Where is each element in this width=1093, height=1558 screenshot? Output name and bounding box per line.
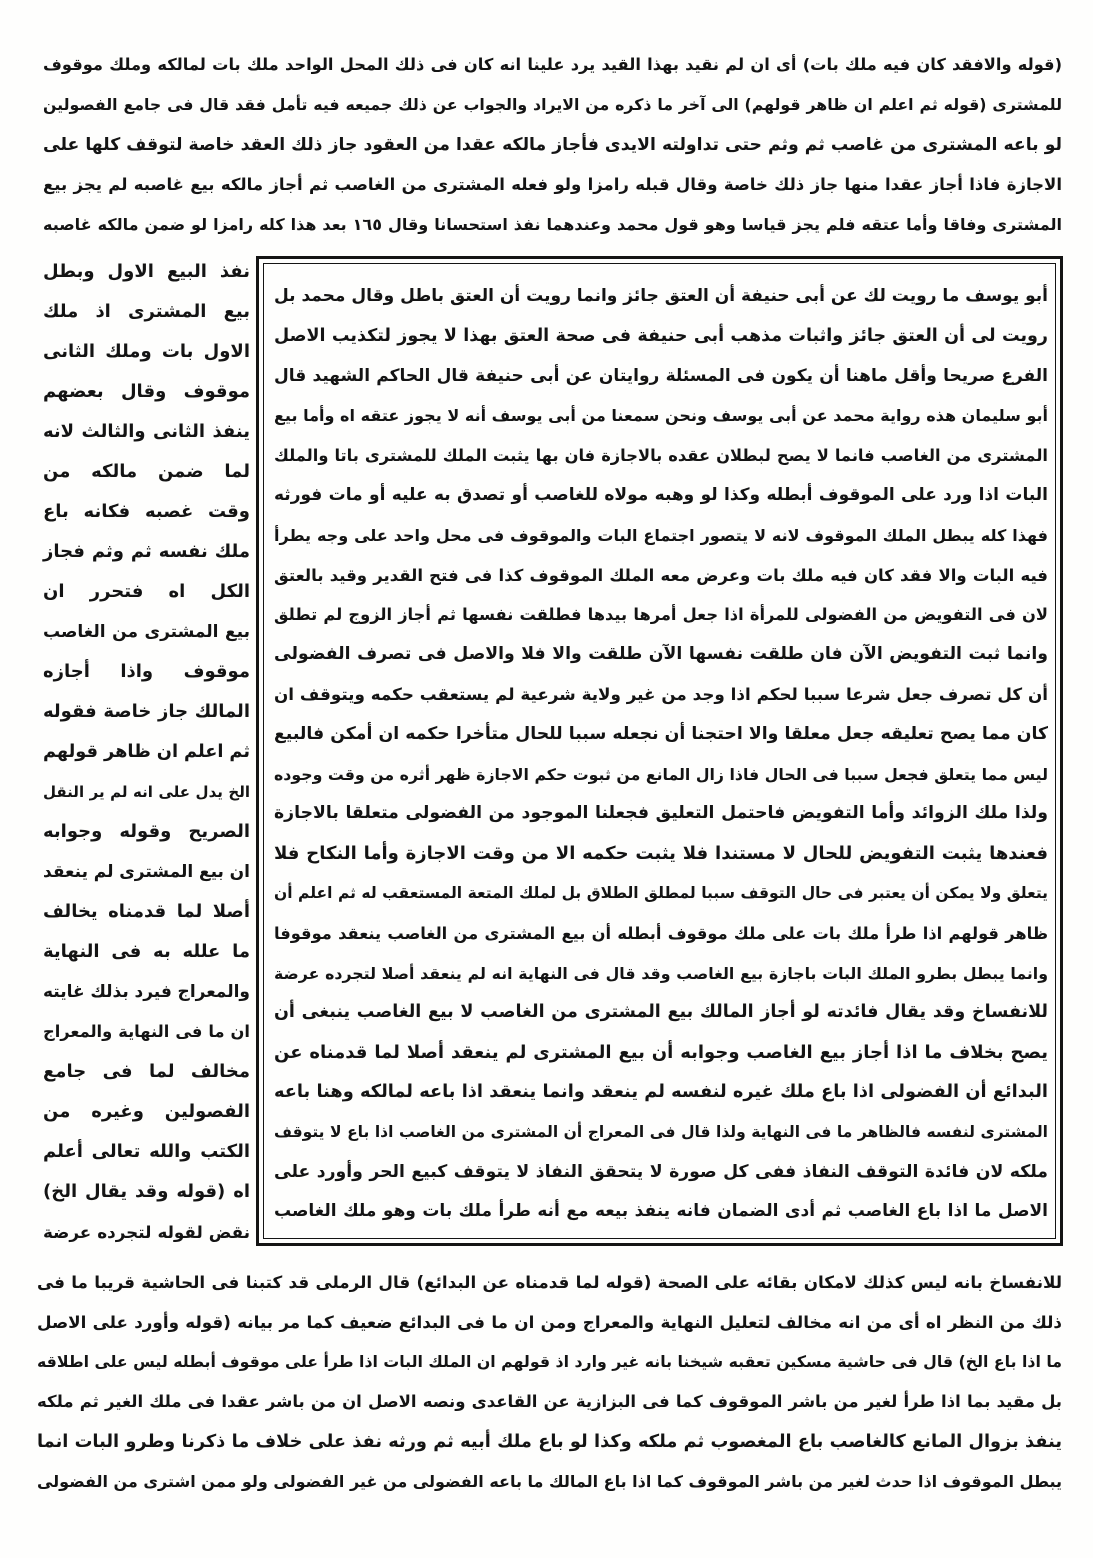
box-line-text: وانما ثبت التفويض الآن فان طلقت نفسها الآن طلقت والا فلا والاصل فى تصرف الفضولى	[274, 644, 1048, 665]
side-line	[40, 1052, 250, 1092]
side-line-text: لما ضمن مالكه من	[43, 461, 250, 482]
side-line	[40, 892, 250, 932]
bottom-line-4-text: بل مقيد بما اذا طرأ لغير من باشر الموقوف كما فى البزازية عن القاعدى ونصه الاصل ان من باشر عقدا فى ملك الغير ثم ملكه	[37, 1392, 1062, 1411]
box-line-text: المشترى لنفسه فالظاهر ما فى النهاية ولذا قال فى المعراج أن المشترى من الغاصب اذا باع لا يتوقف	[274, 1122, 1048, 1141]
side-line-text: مخالف لما فى جامع	[43, 1061, 250, 1082]
box-line-text: للانفساخ وقد يقال فائدته لو أجاز المالك بيع المشترى من الغاصب لا بيع الغاصب ينبغى أن	[274, 1002, 1048, 1023]
side-line	[40, 1012, 250, 1052]
box-line	[271, 1113, 1048, 1153]
box-line	[271, 357, 1048, 397]
top-line-5-left-text: بعد هذا كله رامزا لو ضمن مالكه غاصبه	[42, 215, 347, 234]
side-line-text: المالك جاز خاصة فقوله	[43, 701, 250, 722]
box-line-text: أبو سليمان هذه رواية محمد عن أبى يوسف ونحن سمعنا من أبى يوسف أنه لا يجوز عتقه اه وأما بيع	[274, 406, 1048, 426]
side-line-text: نقض لقوله لتجرده عرضة	[43, 1222, 250, 1242]
side-line-text: ملك نفسه ثم وثم فجاز	[43, 541, 250, 562]
box-line	[271, 874, 1048, 914]
side-line-text: ان ما فى النهاية والمعراج	[43, 1022, 250, 1041]
box-line-text: فيه البات والا فقد كان فيه ملك بات وعرض معه الملك الموقوف كذا فى فتح القدير وقيد بالعتق	[274, 565, 1048, 585]
side-line	[40, 1172, 250, 1212]
bottom-line-6-text: يبطل الموقوف اذا حدث لغير من باشر الموقوف كما اذا باع المالك ما باعه الفضولى من غير الفضولى ولو ممن اشترى من الفضولى	[36, 1472, 1062, 1491]
box-line-text: الفرع صريحا وأقل ماهنا أن يكون فى المسئلة روايتان عن أبى حنيفة قال الحاكم الشهيد قال	[274, 365, 1048, 386]
box-line-text: فهذا كله يبطل الملك الموقوف لانه لا يتصور اجتماع البات والموقوف فى محل واحد على وجه يطرأ	[274, 525, 1048, 545]
box-line-text: يصح بخلاف ما اذا أجاز بيع الغاصب وجوابه أن بيع المشترى لم ينعقد أصلا لما قدمناه عن	[274, 1042, 1048, 1064]
side-line	[40, 1212, 250, 1252]
box-line	[271, 834, 1048, 874]
side-line	[40, 332, 250, 372]
box-line	[271, 993, 1048, 1033]
box-line	[271, 954, 1048, 994]
box-line-text: البات اذا ورد على الموقوف أبطله وكذا لو وهبه مولاه للغاصب أو تصدق به عليه أو مات فورثه	[274, 484, 1048, 505]
box-line	[271, 715, 1048, 755]
top-line-4-text: الاجازة فاذا أجاز عقدا منها جاز ذلك خاصة وقال قبله رامزا ولو فعله المشترى من الغاصب ثم أجاز مالكه بيع غاصبه لم يجز بيع	[43, 175, 1062, 194]
side-line-text: موقوف وقال بعضهم	[43, 381, 250, 402]
side-line-text: نفذ البيع الاول وبطل	[43, 261, 250, 282]
box-line-text: فعندها يثبت التفويض للحال لا مستندا فلا يثبت حكمه الا من وقت الاجازة وأما النكاح فلا	[274, 843, 1048, 865]
side-line-text: اه (قوله وقد يقال الخ)	[43, 1181, 250, 1202]
side-line	[40, 1092, 250, 1132]
side-line	[40, 732, 250, 772]
box-line-text: أن كل تصرف جعل شرعا سببا لحكم اذا وجد من غير ولاية شرعية لم يستعقب حكمه ويتوقف ان	[274, 683, 1048, 704]
bottom-line-1-text: للانفساخ بانه ليس كذلك لامكان بقائه على الصحة (قوله لما قدمناه عن البدائع) قال الرملى قد كتبنا فى الحاشية قريبا ما فى	[37, 1272, 1062, 1292]
side-line	[40, 972, 250, 1012]
box-line-text: ليس مما يتعلق فجعل سببا فى الحال فاذا زال المانع من ثبوت حكم الاجازة ظهر أثره من وقت وجوده	[274, 764, 1048, 784]
bottom-line-2-text: ذلك من النظر اه أى من انه مخالف لتعليل النهاية والمعراج ومن ان ما فى البدائع ضعيف كما مر بيانه (قوله وأورد على الاصل	[37, 1312, 1062, 1332]
box-line	[271, 317, 1048, 357]
side-column-commentary	[40, 252, 250, 1252]
box-line	[271, 277, 1048, 317]
top-line-2-text: للمشترى (قوله ثم اعلم ان ظاهر قولهم) الى آخر ما ذكره من الايراد والجواب عن ذلك جميعه فيه تأمل فقد قال فى جامع الفصولين	[43, 95, 1062, 114]
box-line-text: الاصل ما اذا باع الغاصب ثم أدى الضمان فانه ينفذ بيعه مع أنه طرأ ملك بات وهو ملك الغاصب	[274, 1201, 1048, 1222]
top-line-3	[40, 125, 1062, 165]
bottom-line-4	[34, 1382, 1062, 1422]
framed-main-text	[256, 256, 1063, 1246]
side-line-text: الخ يدل على انه لم ير النقل	[43, 783, 250, 801]
box-line-text: ولذا ملك الزوائد وأما التفويض فاحتمل التعليق فجعلنا الموجود من الفضولى متعلقا بالاجازة	[274, 803, 1048, 824]
box-line	[271, 1153, 1048, 1193]
box-line	[271, 1192, 1048, 1232]
top-line-4	[40, 165, 1062, 205]
box-line	[271, 914, 1048, 954]
side-line-text: والمعراج فيرد بذلك غايته	[43, 982, 250, 1002]
side-line-text: الكتب والله تعالى أعلم	[43, 1141, 250, 1162]
box-line-text: البدائع أن الفضولى اذا باع ملك غيره لنفسه لم ينعقد وانما ينعقد اذا باعه لمالكه وهنا باعه	[274, 1081, 1048, 1102]
top-line-2	[40, 85, 1062, 125]
box-line-text: أبو يوسف ما رويت لك عن أبى حنيفة أن العتق جائز وانما رويت أن العتق باطل وقال محمد بل	[274, 286, 1048, 306]
box-line-text: رويت لى أن العتق جائز واثبات مذهب أبى حنيفة فى صحة العتق بهذا لا يجوز لتكذيب الاصل	[274, 325, 1048, 346]
box-line	[271, 436, 1048, 476]
box-line	[271, 476, 1048, 516]
box-line	[271, 396, 1048, 436]
side-line-text: الفصولين وغيره من	[43, 1101, 250, 1122]
side-line-text: وقت غصبه فكانه باع	[43, 501, 250, 522]
box-line-text: ملكه لان فائدة التوقف النفاذ ففى كل صورة لا يتحقق النفاذ لا يتوقف كبيع الحر وأورد على	[274, 1161, 1048, 1182]
side-line	[40, 612, 250, 652]
side-line	[40, 852, 250, 892]
box-line	[271, 556, 1048, 596]
top-line-5	[40, 205, 1062, 245]
side-line-text: الكل اه فتحرر ان	[43, 581, 250, 602]
box-line	[271, 794, 1048, 834]
side-line-text: ينفذ الثانى والثالث لانه	[43, 421, 250, 442]
side-line-text: موقوف واذا أجازه	[43, 661, 250, 682]
bottom-line-1	[34, 1262, 1062, 1302]
box-line-text: المشترى من الغاصب فانما لا يصح لبطلان عقده بالاجازة فان بها يثبت الملك للمشترى باتا والملك	[274, 446, 1048, 466]
bottom-line-3-text: ما اذا باع الخ) قال فى حاشية مسكين تعقبه شيخنا بانه غير وارد اذ قولهم ان الملك البات اذا طرأ على موقوف أبطله ليس على اطلاقه	[37, 1352, 1062, 1371]
side-line-text: بيع المشترى من الغاصب	[43, 622, 250, 642]
box-line	[271, 635, 1048, 675]
side-line	[40, 812, 250, 852]
framed-text-lines	[271, 277, 1048, 1232]
top-line-3-text: لو باعه المشترى من غاصب ثم وثم حتى تداولته الايدى فأجاز مالكه عقدا من العقود جاز ذلك العقد خاصة لتوقف كلها على	[43, 135, 1062, 155]
side-line	[40, 532, 250, 572]
side-line	[40, 772, 250, 812]
side-line	[40, 412, 250, 452]
top-line-5-right-text: المشترى وفاقا وأما عتقه فلم يجز قياسا وهو قول محمد وعندهما نفذ استحسانا وقال	[387, 215, 1062, 234]
side-line	[40, 1132, 250, 1172]
bottom-line-5-text: ينفذ بزوال المانع كالغاصب باع المغصوب ثم ملكه وكذا لو باع ملك أبيه ثم ورثه نفذ على خلاف ما ذكرنا وطرو البات انما	[37, 1432, 1062, 1452]
bottom-line-3	[34, 1342, 1062, 1382]
box-line-text: ظاهر قولهم اذا طرأ ملك بات على ملك موقوف أبطله أن بيع المشترى من الغاصب ينعقد موقوفا	[274, 923, 1048, 943]
side-line-text: الصريح وقوله وجوابه	[43, 821, 250, 842]
page-number: ١٦٥	[352, 215, 382, 234]
side-line	[40, 692, 250, 732]
box-line	[271, 1073, 1048, 1113]
box-line-text: وانما يبطل بطرو الملك البات باجازة بيع الغاصب وقد قال فى النهاية انه لم ينعقد أصلا لتجرده عرضة	[274, 963, 1048, 983]
box-line	[271, 595, 1048, 635]
side-line-text: بيع المشترى اذ ملك	[43, 301, 250, 322]
side-line	[40, 372, 250, 412]
side-line	[40, 292, 250, 332]
bottom-line-5	[34, 1422, 1062, 1462]
box-line	[271, 675, 1048, 715]
top-line-1-text: (قوله والافقد كان فيه ملك بات) أى ان لم نقيد بهذا القيد يرد علينا انه كان فى ذلك المحل الواحد ملك بات لمالكه وملك موقوف	[43, 55, 1062, 74]
box-line	[271, 516, 1048, 556]
side-line-text: ما علله به فى النهاية	[43, 941, 250, 962]
box-line-text: يتعلق ولا يمكن أن يعتبر فى حال التوقف سببا لمطلق الطلاق بل لملك المتعة المستعقب له ثم اعلم أن	[274, 883, 1048, 902]
box-line-text: كان مما يصح تعليقه جعل معلقا والا احتجنا أن نجعله سببا للحال متأخرا حكمه ان أمكن فالبيع	[274, 723, 1048, 744]
side-line-text: أصلا لما قدمناه يخالف	[43, 901, 250, 922]
side-line	[40, 932, 250, 972]
side-line	[40, 492, 250, 532]
box-line	[271, 755, 1048, 795]
box-line-text: لان فى التفويض من الفضولى للمرأة اذا جعل أمرها بيدها فطلقت نفسها ثم أجاز الزوج لم تطلق	[274, 605, 1048, 625]
side-line	[40, 572, 250, 612]
box-line	[271, 1033, 1048, 1073]
top-commentary	[40, 45, 1062, 245]
bottom-line-6	[34, 1462, 1062, 1502]
side-line-text: ثم اعلم ان ظاهر قولهم	[43, 742, 250, 762]
top-line-1	[40, 45, 1062, 85]
top-line-5-text	[43, 215, 1062, 234]
side-line-text: ان بيع المشترى لم ينعقد	[43, 862, 250, 882]
side-line-text: الاول بات وملك الثانى	[43, 341, 250, 362]
bottom-line-2	[34, 1302, 1062, 1342]
side-line	[40, 452, 250, 492]
bottom-commentary	[34, 1262, 1062, 1502]
side-line	[40, 652, 250, 692]
side-line	[40, 252, 250, 292]
